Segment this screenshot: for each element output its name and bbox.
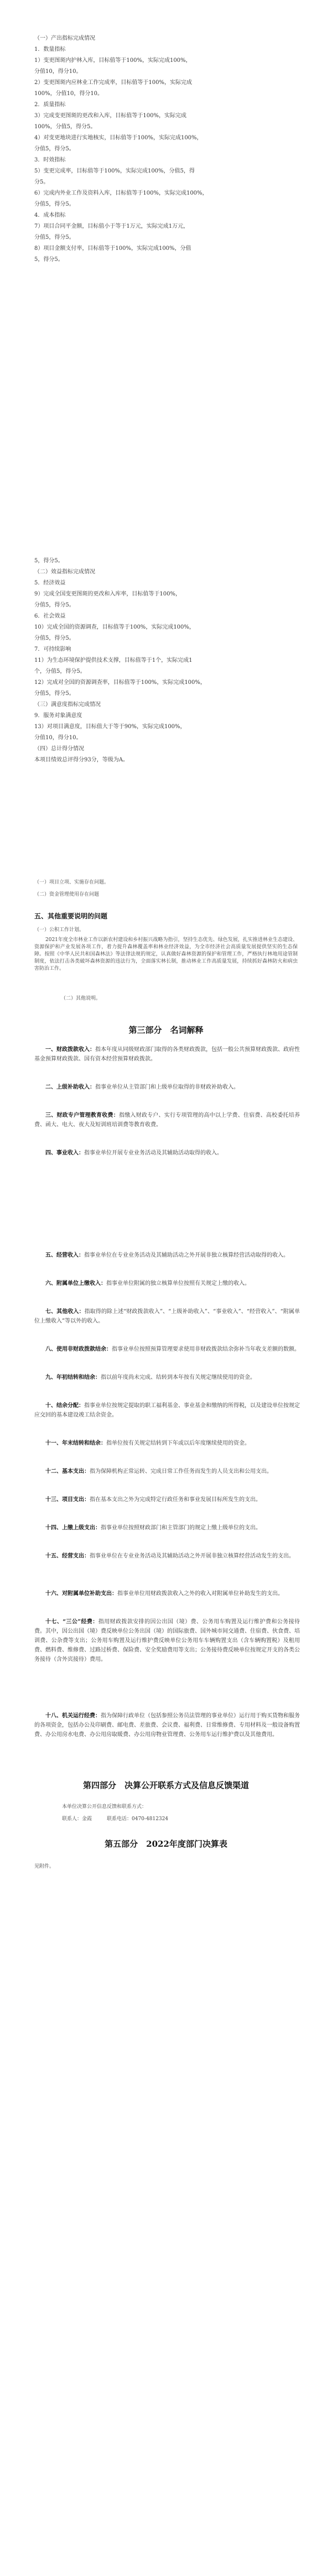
line: 4．成本指标 bbox=[34, 212, 66, 218]
subheading: （二）其他说明。 bbox=[61, 996, 101, 1001]
line: 2）变更图斑内应林业工作完成率，目标值等于100%，实际完成 bbox=[34, 80, 192, 86]
glossary-item: 四、事业收入：指事业单位开展专业业务活动及其辅助活动取得的收入。 bbox=[45, 1150, 222, 1156]
line: 4）对变更地块进行实地核实，目标值等于100%，实际完成100%， bbox=[34, 135, 203, 141]
line: 分值5，得分5。 bbox=[34, 146, 75, 152]
part-title: 第三部分 名词解释 bbox=[128, 1025, 204, 1035]
glossary-item: 十六、对附属单位补助支出：指事业单位用财政拨款收入之外的收入对附属单位补助发生的支出。 bbox=[45, 1591, 283, 1597]
line: （一）项目立项、实施存在问题。 bbox=[34, 880, 110, 885]
glossary-item: 九、年初结转和结余：指以前年度尚未完成、结转到本年按有关规定继续使用的资金。 bbox=[45, 1375, 256, 1381]
line: 分值5，得分5。 bbox=[34, 201, 75, 207]
line: 5）变更完成率，目标值等于100%，实际完成100%，分值5，得 bbox=[34, 168, 195, 174]
glossary-item: 一、财政拨款收入：指本年度从同级财政部门取得的各类财政拨款，包括一般公共预算财政拨款、政府性基金预算财政拨款、国有资本经营预算财政拨款。 bbox=[34, 1047, 300, 1062]
glossary-item: 十七、“三公”经费：指用财政拨款安排的因公出国（境）费、公务用车购置及运行维护费和公务接待费。其中，因公出国（境）费反映单位公务出国（境）的国际旅费、国外城市间交通费、住宿费、伙食费、培训费、公杂费等支出；公务用车购置及运行维护费反映单位公务用车车辆购置支出（含车辆购置税）及租用费、燃料费、维修费、过路过桥费、保险费、安全奖励费用等支出；公务接待费反映单位按规定开支的各类公务接待（含外宾接待）费用。 bbox=[34, 1619, 300, 1663]
part-title: 第四部分 决算公开联系方式及信息反馈渠道 bbox=[82, 1780, 249, 1790]
glossary-item: 五、经营收入：指事业单位在专业业务活动及其辅助活动之外开展非独立核算经营活动取得的收入。 bbox=[45, 1252, 289, 1258]
line: 6．社会效益 bbox=[34, 613, 66, 619]
contact-line: 联系人：金霞 联系电话：0470-4812324 bbox=[62, 1816, 169, 1822]
line: 3）完成变更图斑的更改和入库，目标值等于100%，实际完成 bbox=[34, 113, 186, 119]
subheading: （一）公积工作计划。 bbox=[34, 927, 85, 933]
line: （一）产出指标完成情况 bbox=[34, 35, 95, 41]
line: 5，得分5。 bbox=[34, 257, 64, 263]
line: 分值5，得分5。 bbox=[34, 691, 75, 697]
line: 7）项目合同平金额，目标值小于等于1万元，实际完成1万元， bbox=[34, 223, 189, 229]
line: 2．质量指标 bbox=[34, 102, 66, 108]
line: 分5。 bbox=[34, 179, 49, 185]
line: （二）资金管理使用存在问题 bbox=[34, 892, 100, 897]
glossary-item: 十、结余分配：指事业单位按规定提取的职工福利基金、事业基金和缴纳的所得税，以及建设单位按规定应交回的基本建设竣工结余资金。 bbox=[34, 1403, 300, 1418]
glossary-item: 七、其他收入：指取得的除上述“财政拨款收入”、“上级补助收入”、“事业收入”、“经营收入”、“附属单位上缴收入”等以外的收入。 bbox=[34, 1309, 300, 1324]
line: 100%，分值10，得分10。 bbox=[34, 91, 103, 97]
line: 9）完成全国变更图斑的更改和入库率，目标值等于100%， bbox=[34, 591, 181, 597]
line: 5．经济效益 bbox=[34, 580, 66, 586]
line: 7．可持续影响 bbox=[34, 646, 71, 652]
paragraph: 2021年度全市林业工作以新农村建设和乡村振兴战略为指引，坚持生态优先、绿色发展，扎实推进林业生态建设、资源保护和产业发展各项工作，着力提升森林覆盖率和林业经济效益，为全市经济社会高质量发展提供坚实的生态保障。按照《中华人民共和国森林法》等法律法规的规定，认真做好森林资源的保护和管理工作，严格执行林地用途管制制度，依法打击各类破坏森林资源的违法行为，全面落实林长制，推动林业工作高质量发展，持续抓好森林防火和病虫害防治工作。 bbox=[34, 937, 298, 971]
glossary-item: 十三、项目支出：指在基本支出之外为完成特定行政任务和事业发展目标所发生的支出。 bbox=[45, 1497, 261, 1503]
glossary-item: 二、上级补助收入：指事业单位从主管部门和上级单位取得的非财政补助收入。 bbox=[45, 1084, 239, 1090]
section-heading: 五、其他重要说明的问题 bbox=[34, 912, 108, 920]
line: 分值5，得分5。 bbox=[34, 234, 75, 241]
glossary-item: 十一、年末结转和结余：指单位按有关规定结转到下年或以后年度继续使用的资金。 bbox=[45, 1440, 250, 1446]
line: 1）变更图斑内护林入库，目标值等于100%，实际完成100%， bbox=[34, 58, 191, 64]
line: 本单位决算公开信息反馈和联系方式： bbox=[62, 1804, 147, 1810]
line: 个，分值5，得分5。 bbox=[34, 668, 86, 675]
glossary-item: 十四、上缴上级支出：指事业单位按照财政部门和主管部门的规定上缴上级单位的支出。 bbox=[45, 1525, 261, 1531]
glossary-item: 十五、经营支出：指事业单位在专业业务活动及其辅助活动之外开展非独立核算经营活动发生的支出。 bbox=[45, 1553, 294, 1559]
line: 11）为生态环境保护提供技术支撑，目标值等于1个，实际完成1 bbox=[34, 657, 193, 663]
line: （三）满意度指标完成情况 bbox=[34, 702, 101, 708]
line: 分值10，得分10。 bbox=[34, 69, 82, 75]
line: 1．数量指标 bbox=[34, 46, 66, 53]
line: 分值10，得分10。 bbox=[34, 735, 82, 741]
line: 10）完成全国的资源调查，目标值等于100%，实际完成100%， bbox=[34, 624, 195, 630]
line: 6）完成内外业工作及资料入库，目标值等于100%，实际完成100%， bbox=[34, 190, 208, 196]
glossary-item: 八、使用非财政拨款结余：指事业单位按照预算管理要求使用非财政拨款结余弥补当年收支差额的数额。 bbox=[45, 1346, 300, 1352]
line: （四）总计得分情况 bbox=[34, 746, 84, 752]
line: 12）完成对全国的资源调查率，目标值等于100%，实际完成100%， bbox=[34, 680, 206, 686]
line: 本项目绩效总评得分93分，等级为A。 bbox=[34, 757, 128, 763]
line: 3．时效指标 bbox=[34, 157, 66, 163]
line: 5，得分5。 bbox=[34, 558, 64, 564]
attachment-note: 见附件。 bbox=[34, 1864, 55, 1869]
line: 9．服务对象满意度 bbox=[34, 713, 82, 719]
line: （二）效益指标完成情况 bbox=[34, 569, 95, 575]
glossary-item: 三、财政专户管理教育收费：指缴入财政专户、实行专项管理的高中以上学费、住宿费、高校委托培养费、函大、电大、夜大及短训班培训费等教育收费。 bbox=[34, 1112, 300, 1128]
line: 分值5，得分5。 bbox=[34, 602, 75, 608]
line: 13）对项目满意度，目标值大于等于90%，实际完成100%， bbox=[34, 724, 186, 730]
glossary-item: 十八、机关运行经费：指为保障行政单位（包括参照公务员法管理的事业单位）运行用于购买货物和服务的各项资金，包括办公及印刷费、邮电费、差旅费、会议费、福利费、日常维修费、专用材料及一般设备购置费、办公用房水电费、办公用房取暖费、办公用房物业管理费、公务用车运行维护费以及其他费用。 bbox=[34, 1713, 300, 1738]
line: 分值5，得分5。 bbox=[34, 635, 75, 641]
line: 100%，分值5，得分5。 bbox=[34, 124, 96, 130]
line: 8）项目金额支付率，目标值等于100%，实际完成100%，分值 bbox=[34, 245, 191, 252]
glossary-item: 六、附属单位上缴收入：指事业单位附属的独立核算单位按照有关规定上缴的收入。 bbox=[45, 1281, 250, 1287]
glossary-item: 十二、基本支出：指为保障机构正常运转、完成日常工作任务而发生的人员支出和公用支出。 bbox=[45, 1469, 272, 1475]
part-title: 第五部分 2022年度部门决算表 bbox=[105, 1839, 227, 1849]
